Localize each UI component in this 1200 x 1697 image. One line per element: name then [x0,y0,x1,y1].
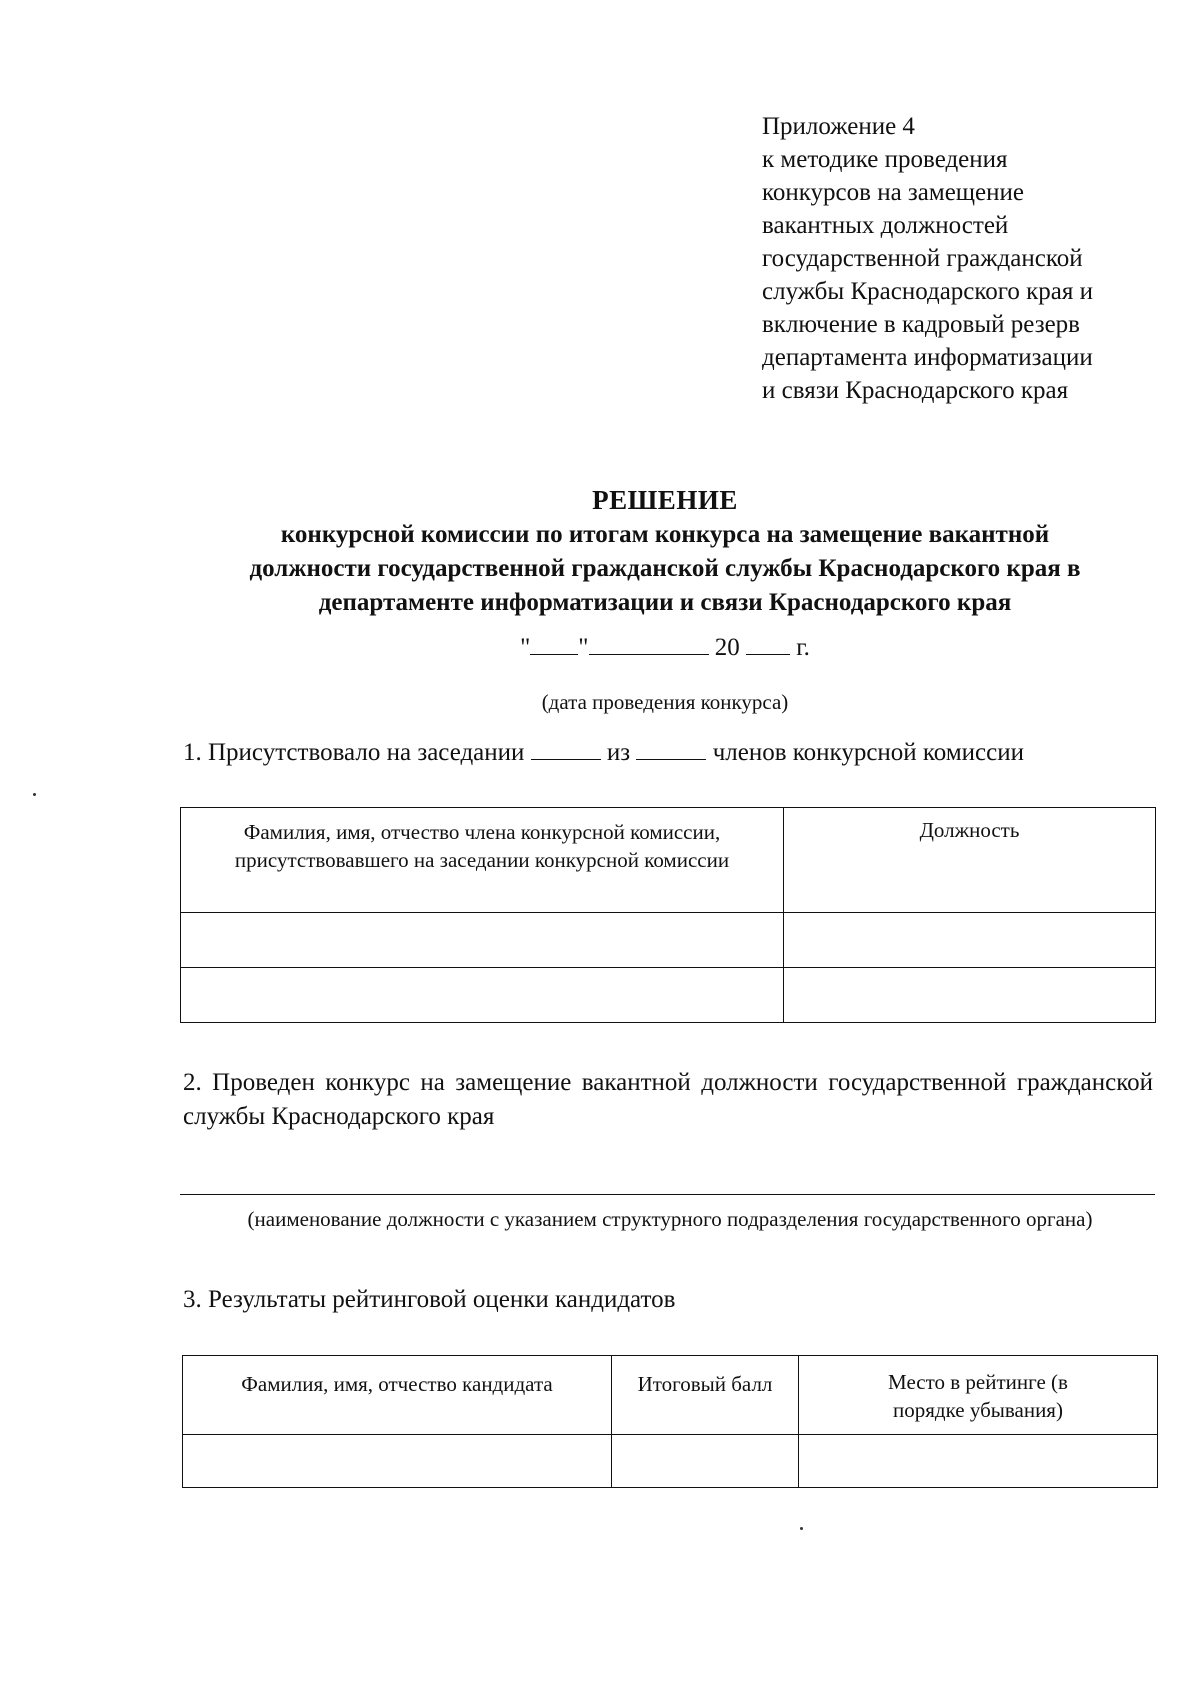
appendix-line: к методике проведения [762,146,1008,173]
appendix-line: включение в кадровый резерв [762,311,1080,338]
appendix-note [762,110,1162,407]
table-row [181,913,1156,968]
header-rating-place: Место в рейтинге (в порядке убывания) [799,1356,1158,1435]
member-name-cell[interactable] [181,968,784,1023]
candidate-name-cell[interactable] [183,1435,612,1488]
title-main: РЕШЕНИЕ [592,485,738,515]
header-member-name: Фамилия, имя, отчество члена конкурсной комиссии, присутствовавшего на заседании конкурсной комиссии [181,808,784,913]
appendix-line: вакантных должностей [762,212,1009,239]
date-caption: (дата проведения конкурса) [541,690,789,714]
appendix-line: конкурсов на замещение [762,179,1025,206]
position-name-blank[interactable] [180,1194,1155,1195]
appendix-line: департамента информатизации [762,344,1093,371]
position-caption: (наименование должности с указанием структурного подразделения государственного органа) [247,1207,1093,1231]
date-open-quote: " [520,634,531,661]
commission-members-table [180,807,1156,1023]
date-field [0,630,1200,665]
candidate-rating-table [182,1355,1158,1488]
title-sub-line: конкурсной комиссии по итогам конкурса на замещение вакантной [280,521,1050,548]
total-count-blank[interactable] [636,735,706,760]
member-name-cell[interactable] [181,913,784,968]
candidate-score-cell[interactable] [612,1435,799,1488]
header-total-score: Итоговый балл [612,1356,799,1435]
table-row [183,1435,1158,1488]
day-blank[interactable] [530,630,578,655]
year-prefix: 20 [714,634,740,661]
member-position-cell[interactable] [784,968,1156,1023]
date-close-quote: " [578,634,589,661]
appendix-line: и связи Краснодарского края [762,377,1069,404]
attendance-line [183,735,1024,770]
document-title [150,482,1180,620]
scan-speck [33,793,36,796]
table-row [181,968,1156,1023]
title-sub-line: должности государственной гражданской службы Краснодарского края в [249,555,1081,582]
header-candidate-name: Фамилия, имя, отчество кандидата [183,1356,612,1435]
scan-speck [800,1527,803,1530]
candidate-place-cell[interactable] [799,1435,1158,1488]
appendix-line: Приложение 4 [762,113,915,140]
appendix-line: государственной гражданской [762,245,1083,272]
attendance-prefix: 1. Присутствовало на заседании [183,739,525,766]
present-count-blank[interactable] [531,735,601,760]
title-sub-line: департаменте информатизации и связи Краснодарского края [318,589,1012,616]
attendance-middle: из [606,739,631,766]
table-header-row [181,808,1156,913]
section3-heading: 3. Результаты рейтинговой оценки кандидатов [183,1286,676,1313]
header-position: Должность [784,808,1156,913]
attendance-suffix: членов конкурсной комиссии [712,739,1024,766]
month-blank[interactable] [589,630,709,655]
section2-text: 2. Проведен конкурс на замещение вакантной должности государственной гражданской службы Краснодарского края [183,1069,1153,1130]
table-header-row [183,1356,1158,1435]
year-blank[interactable] [746,630,790,655]
appendix-line: службы Краснодарского края и [762,278,1094,305]
year-suffix: г. [796,634,810,661]
member-position-cell[interactable] [784,913,1156,968]
